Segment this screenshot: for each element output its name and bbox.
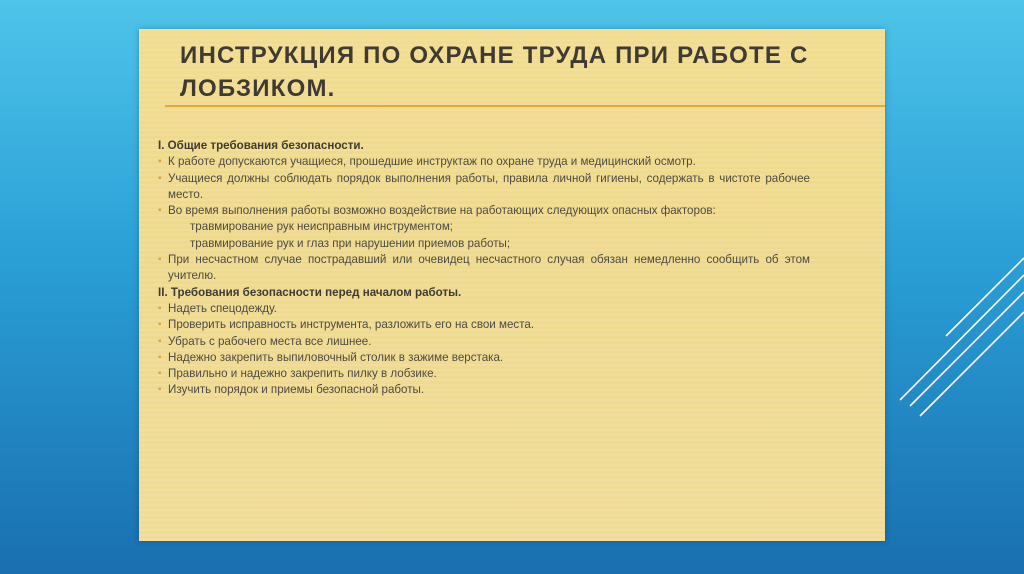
bullet-icon: ▪	[158, 205, 162, 217]
list-item	[158, 334, 810, 350]
bullet-icon: ▪	[158, 335, 162, 347]
list-item	[158, 350, 810, 366]
sub-item-text: травмирование рук неисправным инструментом;	[190, 220, 454, 234]
list-item	[158, 382, 810, 398]
deco-stripe	[910, 292, 1024, 406]
list-item-text: Изучить порядок и приемы безопасной работы.	[168, 383, 425, 397]
sub-item-text: травмирование рук и глаз при нарушении приемов работы;	[190, 236, 511, 250]
section-heading	[158, 138, 810, 154]
deco-stripe	[900, 275, 1024, 400]
list-item-text: Учащиеся должны соблюдать порядок выполнения работы, правила личной гигиены, содержать в чистоте рабочее место.	[168, 171, 810, 201]
list-item	[158, 203, 810, 219]
bullet-icon: ▪	[158, 172, 162, 184]
bullet-icon: ▪	[158, 254, 162, 266]
list-item	[158, 171, 810, 204]
list-item	[158, 301, 810, 317]
list-item-text: Проверить исправность инструмента, разложить его на свои места.	[168, 318, 535, 332]
bullet-icon: ▪	[158, 302, 162, 314]
list-item-text: Надеть спецодежду.	[168, 301, 277, 315]
slide-title: ИНСТРУКЦИЯ ПО ОХРАНЕ ТРУДА ПРИ РАБОТЕ С ЛОБЗИКОМ.	[180, 42, 809, 102]
list-item	[158, 366, 810, 382]
section-heading	[158, 285, 810, 301]
title-underline	[165, 105, 885, 107]
list-item-text: Во время выполнения работы возможно воздействие на работающих следующих опасных факторов:	[168, 204, 716, 218]
instruction-list	[158, 138, 810, 399]
decorative-stripes	[880, 240, 1024, 420]
bullet-icon: ▪	[158, 351, 162, 363]
section-heading-text: II. Требования безопасности перед началом работы.	[158, 285, 462, 299]
list-item-text: Убрать с рабочего места все лишнее.	[168, 334, 372, 348]
bullet-icon: ▪	[158, 384, 162, 396]
list-item-text: К работе допускаются учащиеся, прошедшие инструктаж по охране труда и медицинский осмотр.	[168, 155, 696, 169]
list-item-text: Надежно закрепить выпиловочный столик в зажиме верстака.	[168, 350, 504, 364]
list-item-text: При несчастном случае пострадавший или очевидец несчастного случая обязан немедленно сообщить об этом учителю.	[168, 253, 810, 283]
bullet-icon: ▪	[158, 156, 162, 168]
list-item	[158, 154, 810, 170]
list-item	[158, 252, 810, 285]
section-heading-text: I. Общие требования безопасности.	[158, 139, 364, 152]
sub-item	[158, 236, 810, 252]
bullet-icon: ▪	[158, 368, 162, 380]
slide-card	[139, 29, 885, 541]
sub-item	[158, 219, 810, 235]
bullet-icon: ▪	[158, 319, 162, 331]
list-item-text: Правильно и надежно закрепить пилку в лобзике.	[168, 367, 437, 381]
list-item	[158, 317, 810, 333]
